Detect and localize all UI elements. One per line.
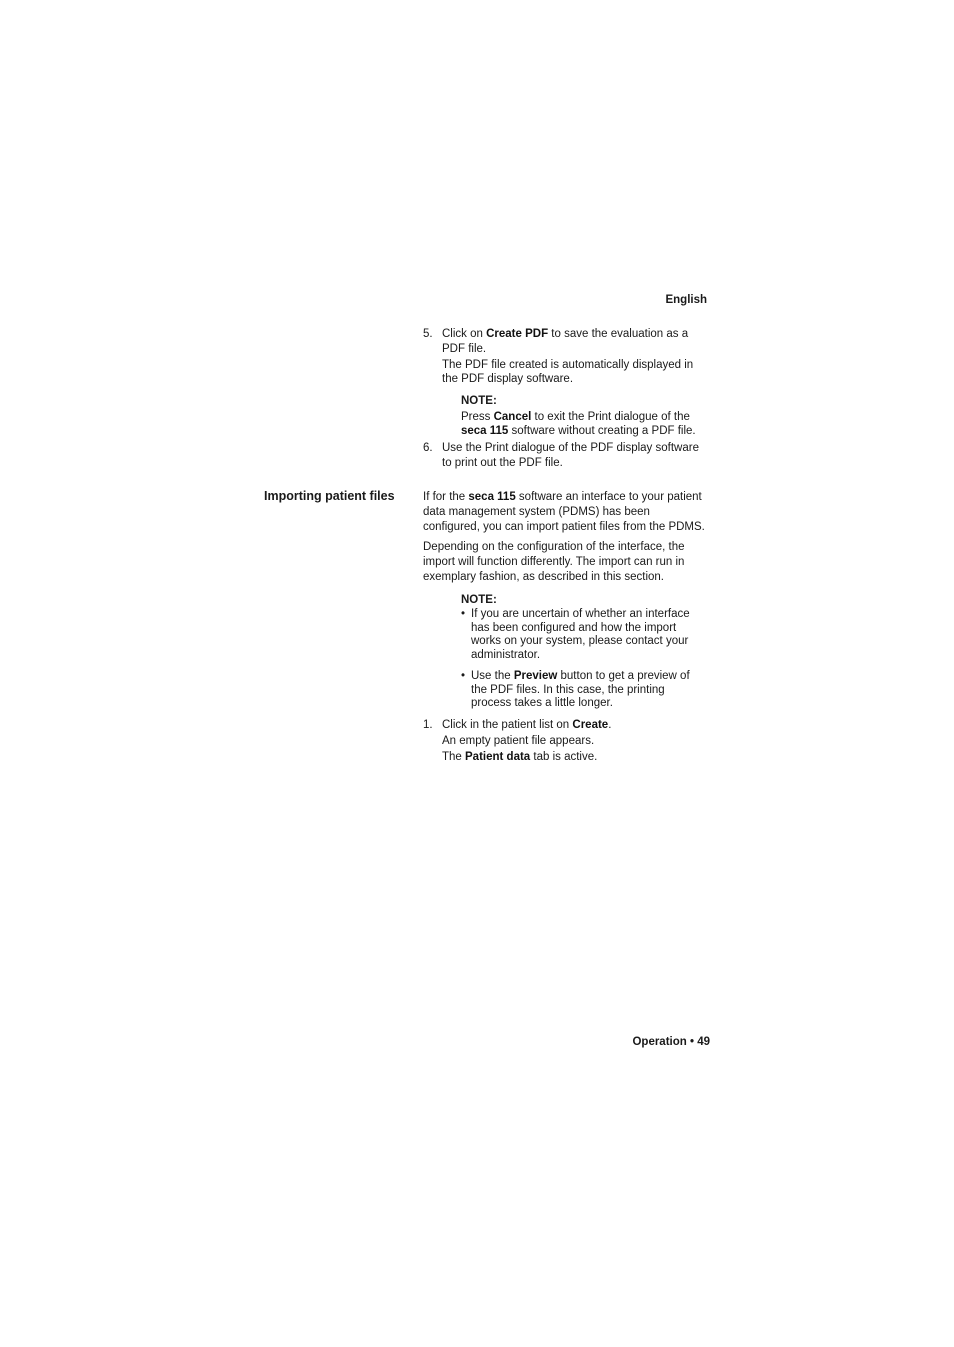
note-bullet-text: the PDF files. In this case, the printing: [471, 684, 665, 696]
step-text: to print out the PDF file.: [442, 457, 563, 469]
paragraph-text: If for the seca 115 software an interface to your patient: [423, 491, 702, 503]
ui-term: Patient data: [465, 751, 531, 763]
paragraph-text: exemplary fashion, as described in this section.: [423, 571, 664, 583]
note-bullet-text: process takes a little longer.: [471, 697, 613, 709]
note-text: Press Cancel to exit the Print dialogue of the: [461, 411, 690, 423]
step-result: An empty patient file appears.: [442, 735, 595, 747]
ui-term: Cancel: [493, 411, 532, 423]
page-header-language: English: [665, 294, 707, 306]
step-result: The PDF file created is automatically displayed in: [442, 359, 694, 371]
step-text: Use the Print dialogue of the PDF display software: [442, 442, 699, 454]
step-text: Click on Create PDF to save the evaluation as a: [442, 328, 689, 340]
ui-term: Create PDF: [486, 328, 549, 340]
product-name: seca 115: [461, 425, 509, 437]
step-number: 6.: [423, 442, 433, 454]
step-number: 5.: [423, 328, 433, 340]
step-text: Click in the patient list on Create.: [442, 719, 612, 731]
paragraph-text: Depending on the configuration of the interface, the: [423, 541, 685, 553]
note-bullet-text: works on your system, please contact your: [471, 635, 689, 647]
section-heading: Importing patient files: [264, 489, 395, 503]
ui-term: Preview: [513, 670, 558, 682]
product-name: seca 115: [468, 491, 516, 503]
note-bullet-text: If you are uncertain of whether an interface: [471, 608, 690, 620]
step-result: the PDF display software.: [442, 373, 574, 385]
note-bullet-text: administrator.: [471, 649, 541, 661]
step-result: The Patient data tab is active.: [442, 751, 598, 763]
note-bullet-text: Use the Preview button to get a preview of: [471, 670, 690, 682]
note-text: seca 115 software without creating a PDF file.: [461, 425, 696, 437]
paragraph-text: import will function differently. The import can run in: [423, 556, 685, 568]
page-footer: Operation • 49: [632, 1036, 710, 1048]
note-heading: NOTE:: [461, 395, 497, 407]
bullet-icon: •: [461, 670, 466, 682]
step-text: PDF file.: [442, 343, 487, 355]
paragraph-text: data management system (PDMS) has been: [423, 506, 650, 518]
step-number: 1.: [423, 719, 433, 731]
ui-term: Create: [572, 719, 609, 731]
note-bullet-text: has been configured and how the import: [471, 622, 677, 634]
paragraph-text: configured, you can import patient files from the PDMS.: [423, 521, 705, 533]
note-heading: NOTE:: [461, 594, 497, 606]
bullet-icon: •: [461, 608, 466, 620]
